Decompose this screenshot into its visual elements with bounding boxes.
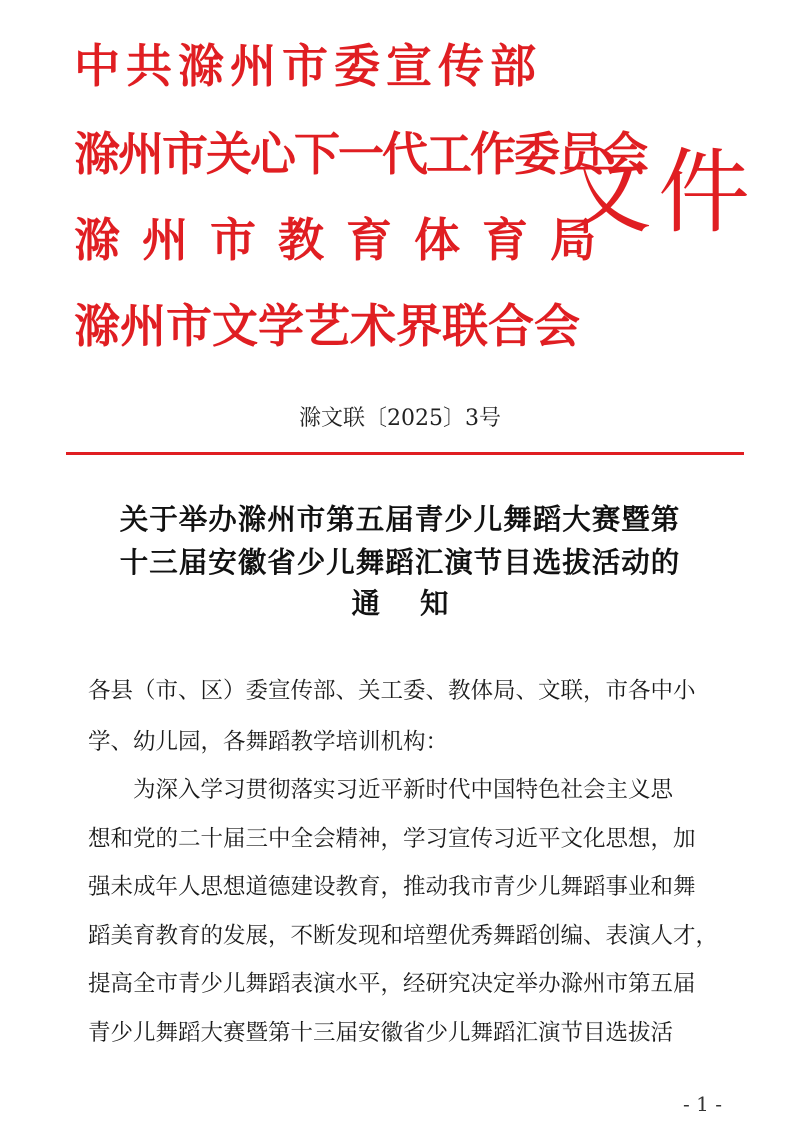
body-line-4: 想和党的二十届三中全会精神，学习宣传习近平文化思想，加 <box>88 826 696 852</box>
body-line-6: 蹈美育教育的发展，不断发现和培塑优秀舞蹈创编、表演人才， <box>88 923 719 949</box>
issuing-org-2: 滁州市关心下一代工作委员会 <box>74 127 646 181</box>
page-number: - 1 - <box>683 1092 722 1116</box>
notice-title-line-2: 十三届安徽省少儿舞蹈汇演节目选拔活动的 <box>119 545 681 579</box>
notice-title-line-1: 关于举办滁州市第五届青少儿舞蹈大赛暨第 <box>119 502 681 536</box>
issuing-org-3: 滁州市教育体育局 <box>74 213 618 267</box>
body-line-1: 各县（市、区）委宣传部、关工委、教体局、文联，市各中小 <box>88 678 696 704</box>
issuing-org-4: 滁州市文学艺术界联合会 <box>74 299 580 353</box>
notice-title-line-3: 通知 <box>351 586 489 620</box>
body-line-5: 强未成年人思想道德建设教育，推动我市青少儿舞蹈事业和舞 <box>88 874 696 900</box>
body-line-3: 为深入学习贯彻落实习近平新时代中国特色社会主义思 <box>88 777 674 803</box>
red-divider-line <box>66 452 744 455</box>
document-header <box>0 0 800 380</box>
issuing-org-1: 中共滁州市委宣传部 <box>74 39 542 93</box>
body-line-2: 学、幼儿园，各舞蹈教学培训机构： <box>88 729 449 755</box>
body-line-7: 提高全市青少儿舞蹈表演水平，经研究决定举办滁州市第五届 <box>88 971 696 997</box>
document-type-word: 文件 <box>560 139 757 246</box>
document-number: 滁文联〔2025〕3号 <box>299 406 501 431</box>
body-line-8: 青少儿舞蹈大赛暨第十三届安徽省少儿舞蹈汇演节目选拔活 <box>88 1020 674 1046</box>
